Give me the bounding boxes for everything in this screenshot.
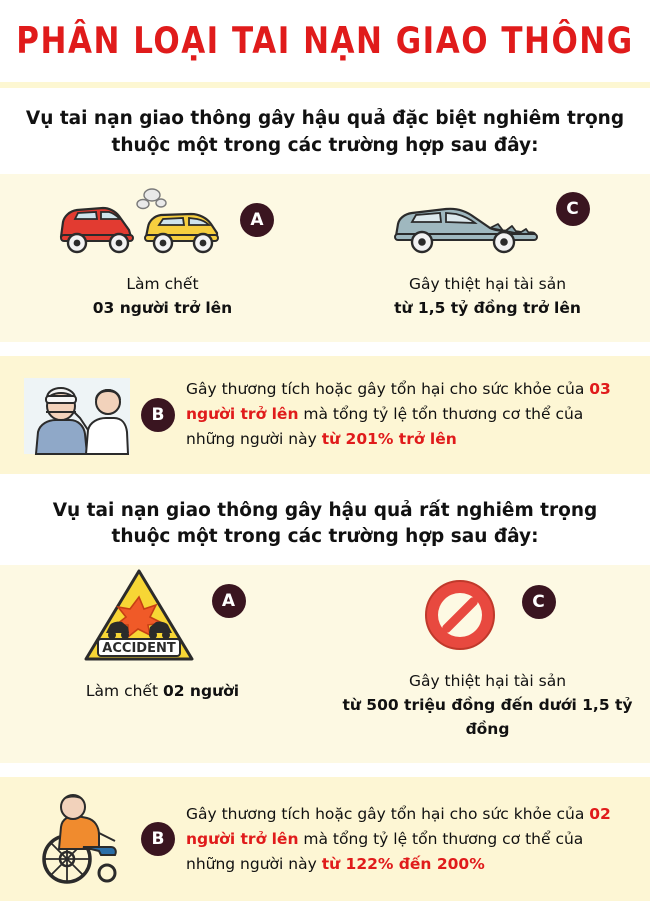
page-title: PHÂN LOẠI TAI NẠN GIAO THÔNG	[16, 19, 634, 63]
section-2-item-b-badge-wrap	[138, 822, 178, 856]
section-1-item-a-art	[0, 174, 325, 266]
section-1-item-b-badge: B	[141, 398, 175, 432]
section-2-item-a-badge: A	[212, 584, 246, 618]
section-2-item-a	[0, 565, 325, 741]
section-2-item-a-art	[0, 565, 325, 665]
section-2-item-a-caption-line-1: Làm chết	[85, 682, 163, 701]
two-cars-crash-icon	[51, 177, 226, 263]
section-1-heading	[0, 88, 650, 174]
section-1-heading-line-2: thuộc một trong các trường hợp sau đây:	[111, 134, 539, 156]
section-2-item-b-panel	[0, 777, 650, 901]
wheelchair-person-icon	[23, 793, 133, 885]
damaged-car-icon	[386, 180, 546, 260]
section-1-item-c-caption	[384, 266, 591, 320]
section-1-item-c-badge: C	[556, 192, 590, 226]
section-1-item-b	[0, 356, 650, 474]
section-2-item-b-art	[18, 793, 138, 885]
section-1-item-c-caption-line-2: từ 1,5 tỷ đồng trở lên	[394, 298, 581, 317]
section-2-item-c-badge: C	[522, 585, 556, 619]
spacer-1	[0, 342, 650, 356]
section-1-item-b-badge-wrap	[138, 398, 178, 432]
spacer-3	[0, 763, 650, 777]
svg-text:ACCIDENT: ACCIDENT	[101, 641, 176, 657]
section-1-item-b-text	[178, 377, 632, 452]
s2b-bold-2: từ 122% đến 200%	[321, 854, 485, 873]
s2b-text-2: mà tổng tỷ lệ tổn thương cơ thể của những người này	[186, 829, 584, 873]
section-2-item-c-art	[325, 565, 650, 665]
section-1-item-c-caption-line-1: Gây thiệt hại tài sản	[408, 274, 567, 293]
section-2-item-a-caption-line-2: 02 người	[162, 682, 240, 701]
section-2-item-c-caption	[325, 665, 650, 741]
section-2-heading-line-1: Vụ tai nạn giao thông gây hậu quả rất nghiêm trọng	[52, 499, 598, 521]
section-1-item-a-caption	[83, 266, 242, 320]
section-1-item-c-art	[325, 174, 650, 266]
s2b-text-1: Gây thương tích hoặc gây tổn hại cho sức khỏe của	[186, 804, 590, 823]
section-1-item-a-caption-line-1: Làm chết	[126, 274, 199, 293]
section-1-heading-line-1: Vụ tai nạn giao thông gây hậu quả đặc biệt nghiêm trọng	[25, 108, 625, 129]
section-2-heading-line-2: thuộc một trong các trường hợp sau đây:	[111, 526, 539, 548]
section-1-item-a-caption-line-2: 03 người trở lên	[92, 298, 233, 317]
title-band	[0, 0, 650, 82]
section-2-items	[0, 565, 650, 763]
accident-warning-sign-icon	[80, 565, 198, 665]
section-1-item-b-panel	[0, 356, 650, 474]
section-1-item-c	[325, 174, 650, 320]
section-2-item-b	[0, 777, 650, 901]
section-2-item-c-caption-line-1: Gây thiệt hại tài sản	[408, 672, 567, 691]
section-2-item-b-text	[178, 802, 632, 877]
section-2-heading	[0, 480, 650, 566]
section-1-item-a-badge: A	[240, 203, 274, 237]
section-1-items	[0, 174, 650, 342]
s1b-bold-2: từ 201% trở lên	[321, 430, 457, 449]
section-2-item-c	[325, 565, 650, 741]
section-1-item-b-art	[18, 372, 138, 458]
s1b-text-1: Gây thương tích hoặc gây tổn hại cho sức khỏe của	[186, 379, 590, 398]
section-2-item-b-badge: B	[141, 822, 175, 856]
section-1-item-a	[0, 174, 325, 320]
section-2-item-c-caption-line-2: từ 500 triệu đồng đến dưới 1,5 tỷ đồng	[342, 696, 633, 739]
s2b-bold-1: 02 người trở lên	[186, 804, 611, 848]
section-2-item-a-caption	[76, 665, 249, 703]
injured-patient-doctor-icon	[22, 372, 134, 458]
s1b-text-2: mà tổng tỷ lệ tổn thương cơ thể của những người này	[186, 405, 584, 449]
prohibition-sign-icon	[420, 575, 500, 655]
s1b-bold-1: 03 người trở lên	[186, 379, 611, 424]
